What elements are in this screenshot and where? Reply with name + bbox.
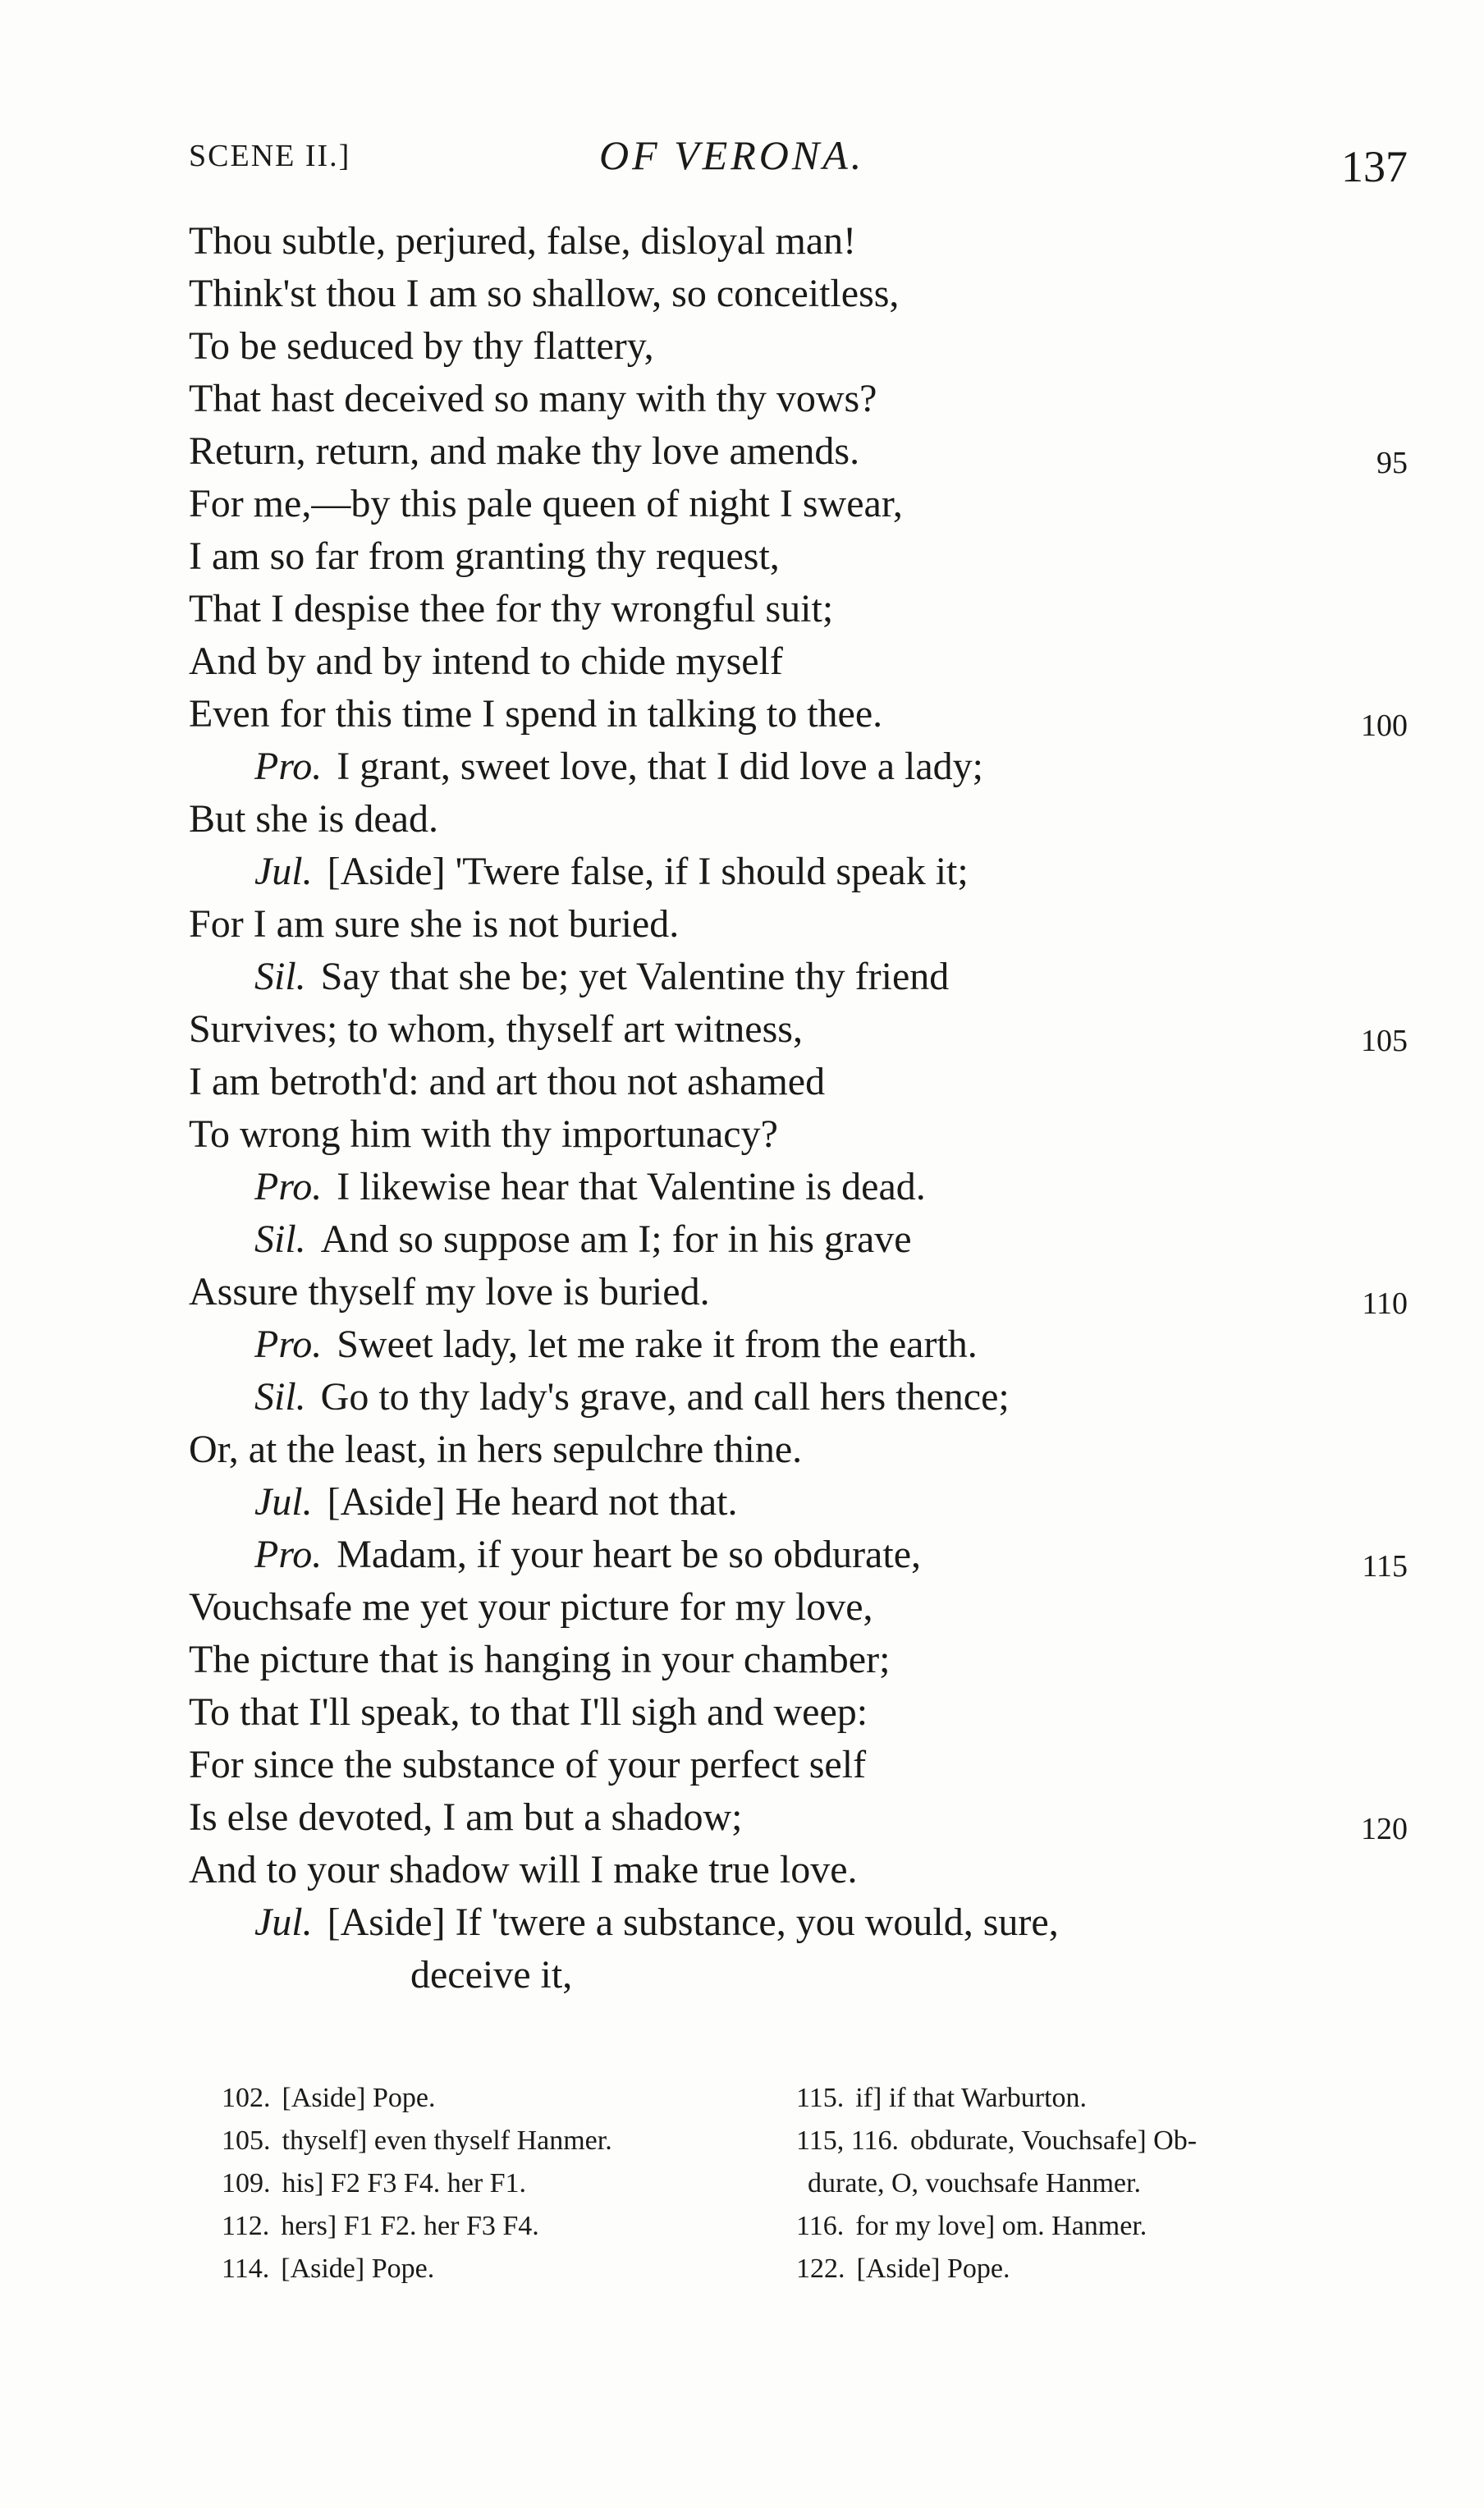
footnote-text: durate, O, vouchsafe Hanmer. <box>808 2168 1141 2199</box>
line-text: [Aside] If 'twere a substance, you would, sure, <box>327 1900 1059 1944</box>
line-text: Go to thy lady's grave, and call hers thence; <box>320 1375 1010 1419</box>
running-header <box>189 123 1408 213</box>
verse-line <box>189 1739 1408 1791</box>
verse-line <box>189 1791 1408 1844</box>
verse-line <box>189 635 1408 688</box>
line-text: deceive it, <box>410 1953 573 1997</box>
verse-line <box>189 1896 1408 1949</box>
footnotes-left-column <box>222 2077 780 2290</box>
speaker-name: Sil. <box>254 955 306 998</box>
line-text: Vouchsafe me yet your picture for my love, <box>189 1585 873 1629</box>
verse-line <box>189 1424 1408 1476</box>
line-text: [Aside] He heard not that. <box>327 1480 738 1524</box>
footnote <box>796 2205 1354 2248</box>
verse-line <box>189 478 1408 530</box>
footnote-text: if] if that Warburton. <box>855 2083 1088 2113</box>
footnote-text: his] F2 F3 F4. her F1. <box>282 2168 527 2199</box>
line-text: [Aside] 'Twere false, if I should speak it; <box>327 850 969 893</box>
line-number: 105 <box>1361 1024 1408 1058</box>
verse-line <box>189 1318 1408 1371</box>
footnote-line-ref: 105. <box>222 2125 271 2156</box>
footnote-text: thyself] even thyself Hanmer. <box>282 2125 612 2156</box>
line-text: For I am sure she is not buried. <box>189 902 680 946</box>
verse-line <box>189 1949 1408 2001</box>
line-text: That hast deceived so many with thy vows? <box>189 377 877 420</box>
verse-line <box>189 1844 1408 1896</box>
verse-line <box>189 1476 1408 1529</box>
verse-line <box>189 846 1408 898</box>
speaker-name: Jul. <box>254 850 313 893</box>
footnote <box>222 2205 780 2248</box>
line-text: I grant, sweet love, that I did love a lady; <box>337 745 983 788</box>
footnote <box>796 2120 1354 2162</box>
verse-line <box>189 793 1408 846</box>
line-text: Assure thyself my love is buried. <box>189 1270 710 1314</box>
footnote-line-ref: 112. <box>222 2211 270 2241</box>
footnote <box>222 2077 780 2120</box>
verse-line <box>189 583 1408 635</box>
verse-line <box>189 688 1408 743</box>
line-text: I am betroth'd: and art thou not ashamed <box>189 1060 826 1103</box>
line-text: Even for this time I spend in talking to thee. <box>189 692 883 736</box>
speaker-name: Pro. <box>254 1323 323 1366</box>
footnote-line-ref: 116. <box>796 2211 845 2241</box>
speaker-name: Jul. <box>254 1480 313 1524</box>
verse-line <box>189 530 1408 583</box>
line-number: 95 <box>1376 446 1408 480</box>
line-text: I am so far from granting thy request, <box>189 534 780 578</box>
line-number: 110 <box>1362 1286 1408 1321</box>
verse-line <box>189 1581 1408 1634</box>
line-text: Or, at the least, in hers sepulchre thine. <box>189 1428 803 1471</box>
footnote-text: [Aside] Pope. <box>281 2254 435 2284</box>
footnote-text: [Aside] Pope. <box>282 2083 436 2113</box>
line-text: And by and by intend to chide myself <box>189 640 783 683</box>
footnote <box>222 2120 780 2162</box>
speaker-name: Sil. <box>254 1375 306 1419</box>
line-number: 115 <box>1362 1549 1408 1584</box>
speaker-name: Pro. <box>254 1533 323 1576</box>
line-text: Survives; to whom, thyself art witness, <box>189 1007 803 1051</box>
verse-line <box>189 1003 1408 1056</box>
scene-label: SCENE II.] <box>189 139 351 173</box>
footnote-text: for my love] om. Hanmer. <box>855 2211 1147 2241</box>
speaker-name: Pro. <box>254 1165 323 1208</box>
footnote-line-ref: 102. <box>222 2083 271 2113</box>
line-text: That I despise thee for thy wrongful suit; <box>189 587 834 630</box>
line-text: And so suppose am I; for in his grave <box>320 1217 912 1261</box>
verse-line <box>189 1266 1408 1321</box>
line-text: To that I'll speak, to that I'll sigh and weep: <box>189 1690 868 1734</box>
verse-line <box>189 1529 1408 1584</box>
verse-line <box>189 425 1408 478</box>
speaker-name: Pro. <box>254 745 323 788</box>
line-text: The picture that is hanging in your chamber; <box>189 1638 891 1681</box>
verse-line <box>189 1371 1408 1424</box>
verse-line <box>189 740 1408 793</box>
speaker-name: Jul. <box>254 1900 313 1944</box>
line-text: Sweet lady, let me rake it from the earth. <box>337 1323 978 1366</box>
verse-text <box>189 215 1408 2001</box>
line-text: Madam, if your heart be so obdurate, <box>337 1533 921 1576</box>
line-text: And to your shadow will I make true love. <box>189 1848 858 1891</box>
footnote <box>796 2248 1354 2290</box>
footnote-line-ref: 122. <box>796 2254 845 2284</box>
line-text: To wrong him with thy importunacy? <box>189 1112 778 1156</box>
line-number: 120 <box>1361 1812 1408 1846</box>
footnote <box>222 2162 780 2205</box>
page-number: 137 <box>1341 142 1408 191</box>
verse-line <box>189 951 1408 1003</box>
footnote-text: [Aside] Pope. <box>856 2254 1010 2284</box>
verse-line <box>189 1161 1408 1213</box>
line-text: To be seduced by thy flattery, <box>189 324 654 368</box>
verse-line <box>189 215 1408 268</box>
footnote-text: hers] F1 F2. her F3 F4. <box>281 2211 539 2241</box>
footnote-text: obdurate, Vouchsafe] Ob- <box>909 2125 1198 2156</box>
line-text: Say that she be; yet Valentine thy friend <box>320 955 950 998</box>
footnote-line-ref: 109. <box>222 2168 271 2199</box>
line-text: Think'st thou I am so shallow, so conceitless, <box>189 272 900 315</box>
verse-line <box>189 1634 1408 1686</box>
line-text: Is else devoted, I am but a shadow; <box>189 1795 743 1839</box>
verse-line <box>189 1686 1408 1739</box>
footnote <box>222 2248 780 2290</box>
verse-line <box>189 320 1408 373</box>
running-title: OF VERONA. <box>599 132 865 178</box>
footnote-line-ref: 114. <box>222 2254 270 2284</box>
line-text: For since the substance of your perfect self <box>189 1743 867 1786</box>
line-text: Return, return, and make thy love amends. <box>189 429 860 473</box>
footnote <box>796 2162 1354 2205</box>
footnote-line-ref: 115. <box>796 2083 845 2113</box>
footnotes-right-column <box>796 2077 1354 2290</box>
verse-line <box>189 268 1408 320</box>
line-text: Thou subtle, perjured, false, disloyal man! <box>189 219 857 263</box>
speaker-name: Sil. <box>254 1217 306 1261</box>
line-text: For me,—by this pale queen of night I swear, <box>189 482 903 525</box>
footnote-line-ref: 115, 116. <box>796 2125 899 2156</box>
verse-line <box>189 1056 1408 1108</box>
footnote <box>796 2077 1354 2120</box>
line-text: But she is dead. <box>189 797 438 841</box>
verse-line <box>189 898 1408 951</box>
verse-line <box>189 373 1408 425</box>
line-text: I likewise hear that Valentine is dead. <box>337 1165 926 1208</box>
line-number: 100 <box>1361 708 1408 743</box>
verse-line <box>189 1108 1408 1161</box>
verse-line <box>189 1213 1408 1266</box>
